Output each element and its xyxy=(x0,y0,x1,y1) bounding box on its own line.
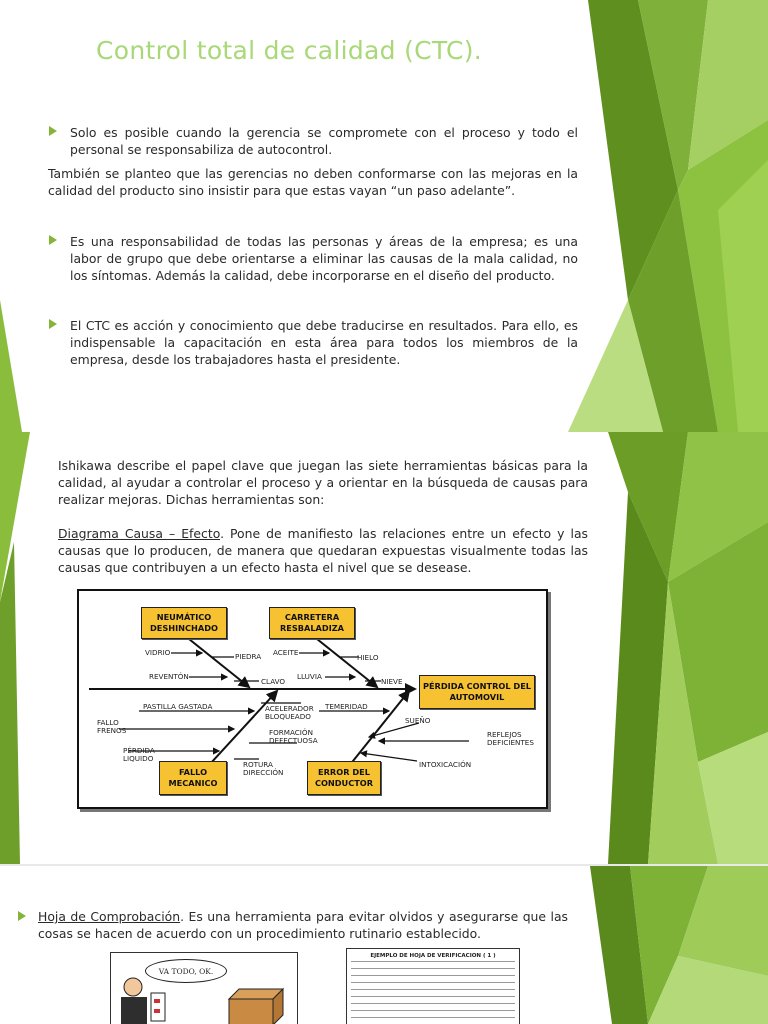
diagram-label: REFLEJOS xyxy=(487,730,522,739)
diagram-label: CLAVO xyxy=(261,677,286,686)
green-facets-decoration xyxy=(568,0,768,432)
diagram-label: ROTURA xyxy=(243,760,273,769)
sheet-row xyxy=(351,989,515,996)
tool-paragraph xyxy=(38,908,568,942)
check-sheet-title: EJEMPLO DE HOJA DE VERIFICACION ( 1 ) xyxy=(370,953,496,959)
cause-box-road: CARRETERA RESBALADIZA xyxy=(269,607,355,639)
cause-box-mechanical: FALLO MECANICO xyxy=(159,761,227,795)
left-green-sliver xyxy=(0,432,60,864)
diagram-label: DIRECCIÓN xyxy=(243,768,284,777)
tool-description: . Es una herramienta para evitar olvidos y asegurarse que las cosas se hacen de acuerdo con un procedimiento rutinario establecido. xyxy=(38,909,568,941)
bullet-marker xyxy=(18,911,26,921)
diagram-label: PASTILLA GASTADA xyxy=(143,702,213,711)
slide-ishikawa xyxy=(0,432,768,864)
tool-description: . Pone de manifiesto las relaciones entre un efecto y las causas que lo producen, de manera que quedaran expuestas visualmente todas las causas que contribuyen a un efecto hasta el nivel que se desease. xyxy=(58,526,589,575)
slide-ctc xyxy=(0,0,768,432)
diagram-label: PIEDRA xyxy=(235,652,262,661)
diagram-label: REVENTÓN xyxy=(149,672,189,681)
sheet-row xyxy=(351,961,515,968)
bullet-text: Solo es posible cuando la gerencia se compromete con el proceso y todo el personal se responsabiliza de autocontrol. xyxy=(70,125,578,157)
tool-paragraph xyxy=(58,525,588,576)
cause-box-tire: NEUMÁTICO DESHINCHADO xyxy=(141,607,227,639)
diagram-label: NIEVE xyxy=(381,677,403,686)
sheet-row xyxy=(351,968,515,975)
bullet-marker xyxy=(49,235,57,245)
slide-checksheet xyxy=(0,866,768,1024)
sheet-row xyxy=(351,982,515,989)
effect-box: PÉRDIDA CONTROL DEL AUTOMOVIL xyxy=(419,675,535,709)
diagram-label: VIDRIO xyxy=(145,648,171,657)
diagram-label: DEFICIENTES xyxy=(487,738,534,747)
cause-box-driver: ERROR DEL CONDUCTOR xyxy=(307,761,381,795)
diagram-label: LIQUIDO xyxy=(123,754,154,763)
left-green-sliver xyxy=(0,0,60,432)
sheet-row xyxy=(351,975,515,982)
diagram-label: INTOXICACIÓN xyxy=(419,760,472,769)
paragraph-text: También se planteo que las gerencias no deben conformarse con las mejoras en la calidad del producto sino insistir para que estas vayan “un paso adelante”. xyxy=(48,166,578,198)
tool-name: Hoja de Comprobación xyxy=(38,909,181,924)
page-title: Control total de calidad (CTC). xyxy=(96,36,483,65)
speech-bubble: VA TODO, OK. xyxy=(145,959,227,983)
diagram-label: ACEITE xyxy=(273,648,299,657)
diagram-label: LLUVIA xyxy=(297,672,322,681)
diagram-label: BLOQUEADO xyxy=(265,712,311,721)
diagram-label: FRENOS xyxy=(97,726,127,735)
green-facets-decoration xyxy=(568,432,768,864)
green-facets-decoration xyxy=(568,866,768,1024)
tool-name: Diagrama Causa – Efecto xyxy=(58,526,221,541)
cause-effect-diagram xyxy=(77,589,548,809)
bullet-text: El CTC es acción y conocimiento que debe traducirse en resultados. Para ello, es indispensable la capacitación en esta área para todos los miembros de la empresa, desde los trabajadores hasta el presidente. xyxy=(70,318,578,367)
sheet-row xyxy=(351,996,515,1003)
bullet-marker xyxy=(49,319,57,329)
intro-paragraph: Ishikawa describe el papel clave que juegan las siete herramientas básicas para la calidad, al ayudar a controlar el proceso y a orientar en la búsqueda de causas para realizar mejoras. Dichas herramientas son: xyxy=(58,458,588,507)
sheet-row xyxy=(351,1010,515,1017)
diagram-label: SUEÑO xyxy=(405,716,431,725)
diagram-label: HIELO xyxy=(357,653,379,662)
cartoon-illustration xyxy=(110,952,298,1024)
bullet-text: Es una responsabilidad de todas las personas y áreas de la empresa; es una labor de grupo que debe orientarse a eliminar las causas de la mala calidad, no los síntomas. Además la calidad, debe incorporarse en el diseño del producto. xyxy=(70,234,578,283)
sheet-row xyxy=(351,1003,515,1010)
diagram-label: TEMERIDAD xyxy=(325,702,368,711)
diagram-label: ACELERADOR xyxy=(265,704,314,713)
sheet-row xyxy=(351,1017,515,1024)
diagram-label: FORMACIÓN xyxy=(269,728,313,737)
diagram-label: PÉRDIDA xyxy=(123,746,155,755)
diagram-label: FALLO xyxy=(97,718,119,727)
check-sheet-example xyxy=(346,948,520,1024)
diagram-label: DEFECTUOSA xyxy=(269,736,318,745)
bullet-marker xyxy=(49,126,57,136)
